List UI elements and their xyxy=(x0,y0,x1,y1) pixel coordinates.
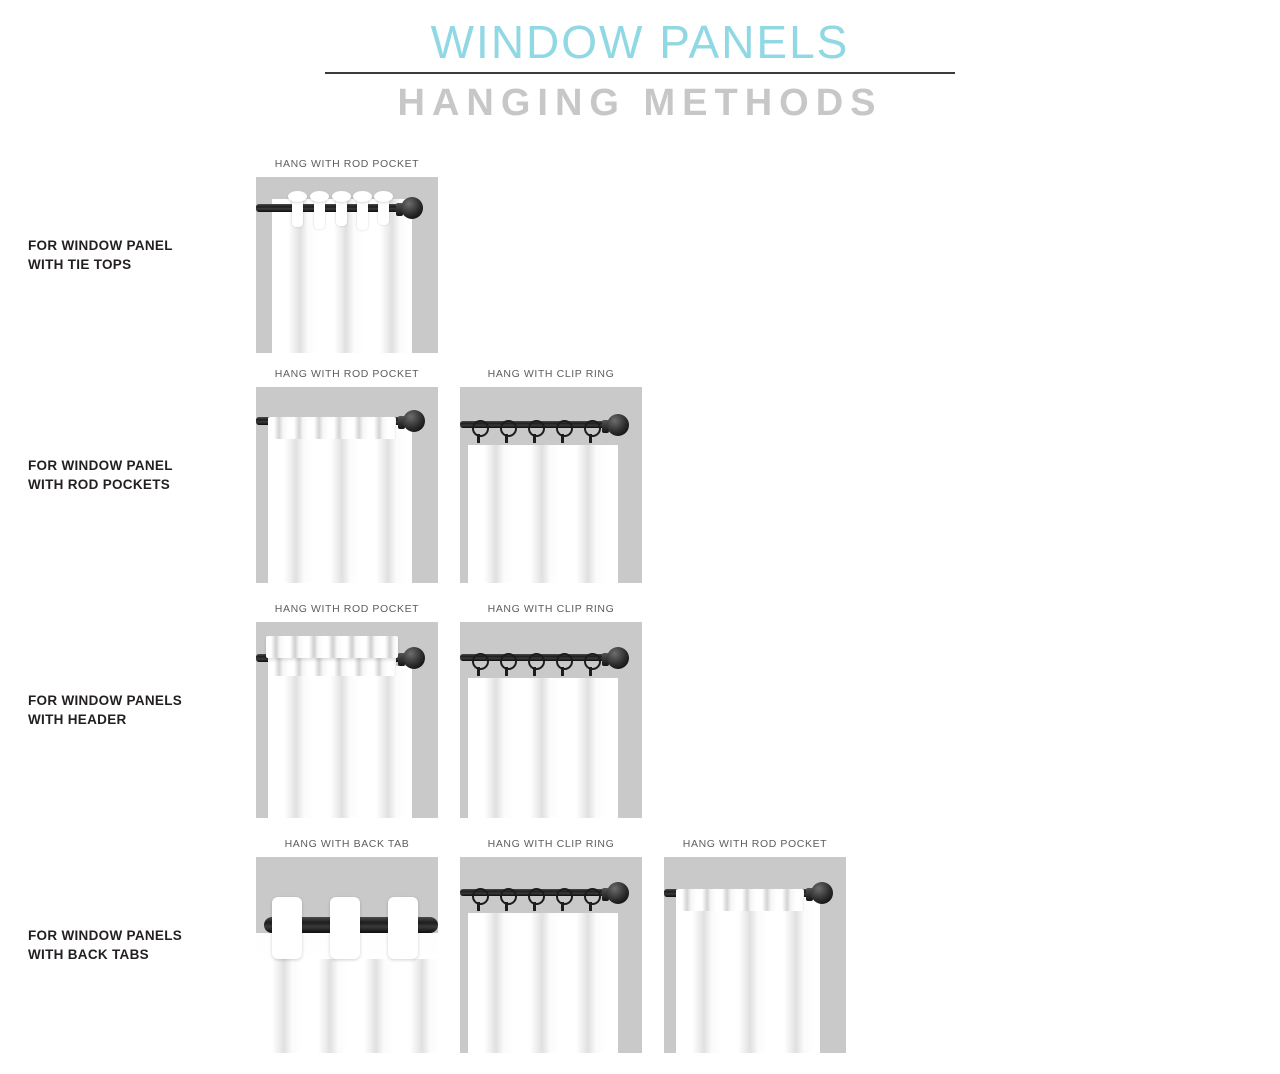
curtain-ring xyxy=(556,420,573,437)
row-cells xyxy=(256,602,642,818)
rod-finial xyxy=(398,410,430,434)
curtain-fabric xyxy=(468,678,618,818)
curtain-ring xyxy=(472,888,489,905)
page-subtitle: HANGING METHODS xyxy=(397,82,883,124)
row-label-back-tabs xyxy=(28,926,288,964)
back-tab-strap xyxy=(272,897,302,959)
rod-finial xyxy=(806,882,838,906)
ring-clip xyxy=(561,434,564,443)
curtain-ring xyxy=(584,653,601,670)
cell-caption: HANG WITH CLIP RING xyxy=(487,367,615,380)
cell-rod-pocket-header xyxy=(256,602,438,818)
illustration-rod-pocket xyxy=(256,387,438,583)
row-label-line1: FOR WINDOW PANEL xyxy=(28,237,173,253)
curtain-fabric xyxy=(676,895,820,1053)
ring-clip xyxy=(533,667,536,676)
row-cells xyxy=(256,837,846,1053)
tie-top xyxy=(314,193,325,229)
ring-clip xyxy=(505,902,508,911)
ring-clip xyxy=(505,434,508,443)
ring-clip xyxy=(533,902,536,911)
curtain-ring xyxy=(528,420,545,437)
illustration-clip-ring xyxy=(460,857,642,1053)
curtain-fabric xyxy=(256,949,438,1053)
page-header xyxy=(0,0,1280,128)
tie-top xyxy=(292,193,303,227)
cell-clip-ring xyxy=(460,837,642,1053)
curtain-fabric xyxy=(268,666,412,818)
cell-caption: HANG WITH ROD POCKET xyxy=(274,602,420,615)
header-flap xyxy=(266,636,398,658)
illustration-clip-ring xyxy=(460,387,642,583)
row-label-line1: FOR WINDOW PANEL xyxy=(28,457,173,473)
row-cells xyxy=(256,157,438,353)
illustration-rod-pocket-tie-top xyxy=(256,177,438,353)
curtain-fabric xyxy=(268,423,412,583)
curtain-ring xyxy=(584,888,601,905)
curtain-ring xyxy=(528,888,545,905)
rod-pocket-gather xyxy=(268,417,396,439)
cell-caption: HANG WITH ROD POCKET xyxy=(274,157,420,170)
cell-clip-ring xyxy=(460,602,642,818)
illustration-back-tab xyxy=(256,857,438,1053)
ring-clip xyxy=(561,667,564,676)
row-back-tabs xyxy=(0,827,1280,1062)
curtain-ring xyxy=(528,653,545,670)
row-label-line2: WITH BACK TABS xyxy=(28,946,149,962)
cell-clip-ring xyxy=(460,367,642,583)
row-label-header xyxy=(28,691,288,729)
header-divider xyxy=(325,72,955,74)
ring-clip xyxy=(589,667,592,676)
hanging-methods-rows xyxy=(0,152,1280,1062)
tie-top xyxy=(378,193,389,225)
row-label-line2: WITH TIE TOPS xyxy=(28,256,132,272)
ring-clip xyxy=(561,902,564,911)
rod-finial xyxy=(602,882,634,906)
cell-caption: HANG WITH CLIP RING xyxy=(487,837,615,850)
tie-top xyxy=(357,193,368,230)
illustration-rod-pocket-header xyxy=(256,622,438,818)
ring-clip xyxy=(477,434,480,443)
curtain-ring xyxy=(500,653,517,670)
cell-rod-pocket xyxy=(664,837,846,1053)
back-tab-strap xyxy=(388,897,418,959)
row-header xyxy=(0,592,1280,827)
row-tie-tops xyxy=(0,152,1280,357)
row-rod-pockets xyxy=(0,357,1280,592)
curtain-fabric xyxy=(468,445,618,583)
cell-caption: HANG WITH ROD POCKET xyxy=(274,367,420,380)
row-label-rod-pockets xyxy=(28,456,288,494)
curtain-ring xyxy=(584,420,601,437)
ring-clip xyxy=(477,667,480,676)
curtain-ring xyxy=(500,420,517,437)
row-label-line2: WITH HEADER xyxy=(28,711,127,727)
row-label-tie-tops xyxy=(28,236,288,274)
rod-finial xyxy=(602,414,634,438)
rod-finial xyxy=(398,647,430,671)
ring-clip xyxy=(589,434,592,443)
rod-finial xyxy=(602,647,634,671)
rod-pocket-gather xyxy=(676,889,804,911)
row-label-line1: FOR WINDOW PANELS xyxy=(28,692,183,708)
curtain-ring xyxy=(500,888,517,905)
ring-clip xyxy=(477,902,480,911)
curtain-ring xyxy=(556,888,573,905)
cell-caption: HANG WITH BACK TAB xyxy=(284,837,410,850)
row-label-line1: FOR WINDOW PANELS xyxy=(28,927,183,943)
row-label-line2: WITH ROD POCKETS xyxy=(28,476,171,492)
cell-back-tab xyxy=(256,837,438,1053)
ring-clip xyxy=(589,902,592,911)
illustration-clip-ring xyxy=(460,622,642,818)
curtain-fabric xyxy=(468,913,618,1053)
ring-clip xyxy=(533,434,536,443)
rod-finial xyxy=(396,197,428,221)
cell-rod-pocket-tie-top xyxy=(256,157,438,353)
row-cells xyxy=(256,367,642,583)
curtain-ring xyxy=(472,653,489,670)
cell-rod-pocket xyxy=(256,367,438,583)
page-title: WINDOW PANELS xyxy=(430,16,850,68)
curtain-ring xyxy=(472,420,489,437)
back-tab-strap xyxy=(330,897,360,959)
rod-pocket-gather xyxy=(268,656,396,676)
cell-caption: HANG WITH ROD POCKET xyxy=(682,837,828,850)
illustration-rod-pocket xyxy=(664,857,846,1053)
curtain-ring xyxy=(556,653,573,670)
cell-caption: HANG WITH CLIP RING xyxy=(487,602,615,615)
ring-clip xyxy=(505,667,508,676)
tie-top xyxy=(336,193,347,226)
